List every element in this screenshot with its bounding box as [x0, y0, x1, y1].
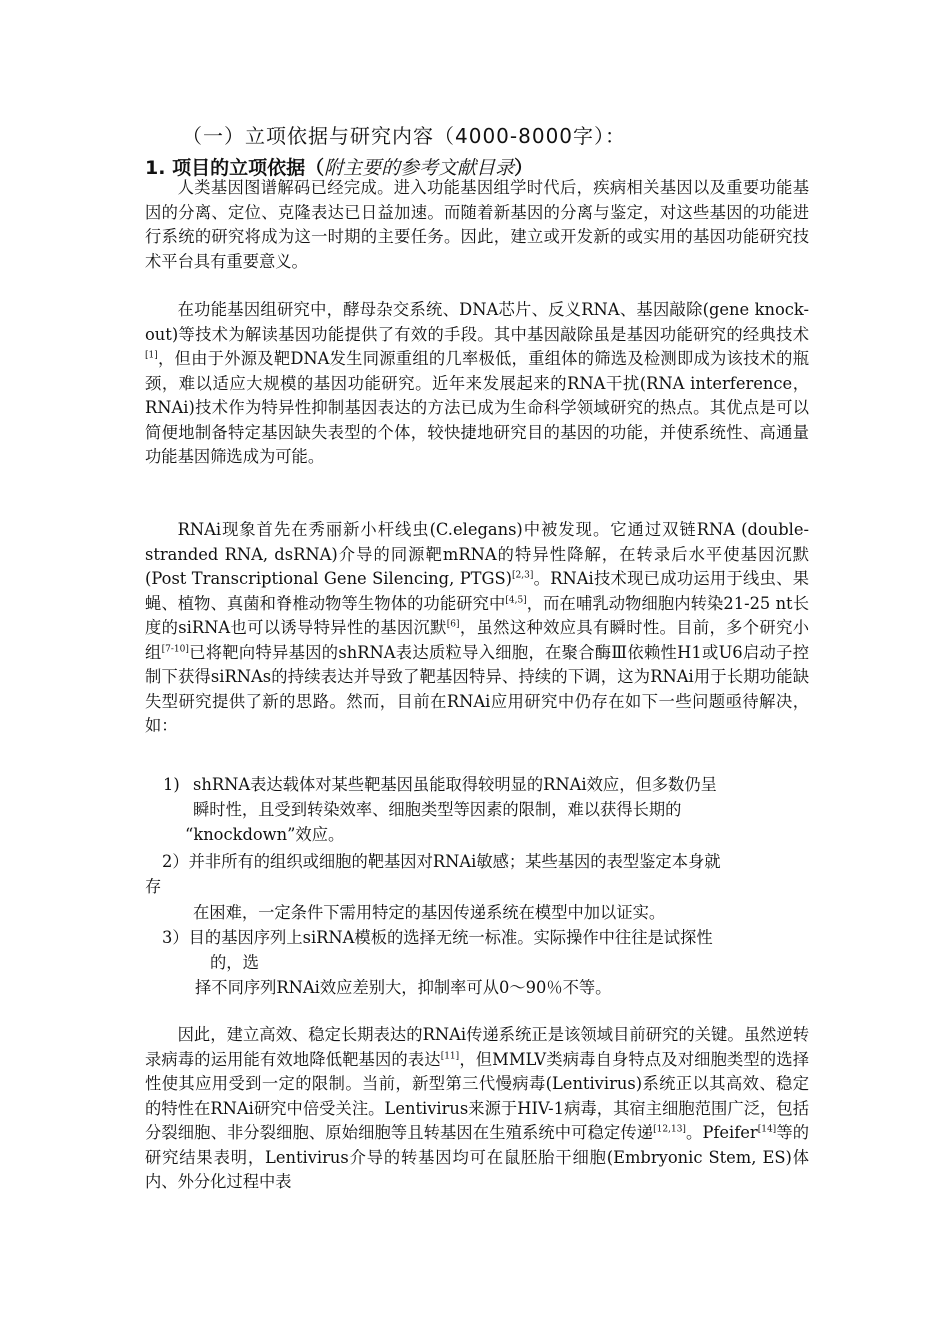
p2-text-b: ，但由于外源及靶DNA发生同源重组的几率极低，重组体的筛选及检测即成为该技术的瓶颈，难以适应大规模的基因功能研究。近年来发展起来的RNA干扰(RNA interference，RNAi)技术作为特异性抑制基因表达的方法已成为生命科学领域研究的热点。其优点是可以简便地制备特定基因缺失表型的个体，较快捷地研究目的基因的功能，并使系统性、高通量功能基因筛选成为可能。 [145, 349, 809, 466]
list-item-3-line-3: 择不同序列RNAi效应差别大，抑制率可从0～90％不等。 [195, 978, 612, 997]
list-item-1-line-2: 瞬时性，且受到转染效率、细胞类型等因素的限制，难以获得长期的 [193, 800, 682, 819]
p3-text-a: RNAi现象首先在秀丽新小杆线虫(C.elegans)中被发现。它通过双链RNA (double-stranded RNA, dsRNA)介导的同源靶mRNA的特异性降解，在转录后水平使基因沉默(Post Transcriptional Gene Silencing, PTGS) [145, 520, 809, 588]
subheading-number: 1. [145, 157, 173, 179]
list-item-1-line-1: shRNA表达载体对某些靶基因虽能取得较明显的RNAi效应，但多数仍呈 [193, 775, 717, 794]
list-item-1-line-3: “knockdown”效应。 [185, 825, 345, 844]
citation-12-13: [12,13] [653, 1124, 686, 1135]
p2-text-a: 在功能基因组研究中，酵母杂交系统、DNA芯片、反义RNA、基因敲除(gene knock-out)等技术为解读基因功能提供了有效的手段。其中基因敲除虽是基因功能研究的经典技术 [145, 300, 809, 344]
paragraph-1: 人类基因图谱解码已经完成。进入功能基因组学时代后，疾病相关基因以及重要功能基因的分离、定位、克隆表达已日益加速。而随着新基因的分离与鉴定，对这些基因的功能进行系统的研究将成为这一时期的主要任务。因此，建立或开发新的或实用的基因功能研究技术平台具有重要意义。 [145, 178, 809, 271]
citation-2-3: [2,3] [512, 570, 534, 581]
p4-text-b: ，但MMLV类病毒自身特点及对细胞类型的选择性使其应用受到一定的限制。当前，新型第三代慢病毒(Lentivirus)系统正以其高效、稳定的特性在RNAi研究中倍受关注。Lentivirus来源于HIV-1病毒，其宿主细胞范围广泛，包括分裂细胞、非分裂细胞、原始细胞等且转基因在生殖系统中可稳定传递 [145, 1049, 809, 1142]
citation-7-10: [7-10] [161, 644, 189, 655]
list-item-3-line-2: 的，选 [210, 953, 259, 972]
citation-1: [1] [145, 350, 158, 361]
citation-6: [6] [446, 619, 460, 630]
section-heading: （一）立项依据与研究内容（4000-8000字）： [182, 124, 627, 148]
paragraph-4 [145, 1023, 809, 1195]
subheading-italic: 附主要的参考文献目录 [324, 157, 515, 179]
p3-text-d: ，虽然这种效应具有瞬时性。目前，多个研究小组 [145, 618, 809, 662]
citation-11: [11] [440, 1051, 460, 1062]
paragraph-2 [145, 298, 809, 470]
list-item-2-line-3: 在困难，一定条件下需用特定的基因传递系统在模型中加以证实。 [193, 903, 666, 922]
list-item-2-line-2: 存 [145, 877, 162, 896]
p4-text-c: 。Pfeifer [685, 1123, 758, 1142]
list-item-1-number: 1) [163, 775, 180, 794]
list-item-3-line-1: 3）目的基因序列上siRNA模板的选择无统一标准。实际操作中往往是试探性 [162, 928, 713, 947]
p3-text-b: 。RNAi技术现已成功运用于线虫、果蝇、植物、真菌和脊椎动物等生物体的功能研究中 [145, 569, 809, 613]
subheading-close: ） [514, 157, 534, 179]
p3-text-c: ，而在哺乳动物细胞内转染21-25 nt长度的siRNA也可以诱导特异性的基因沉默 [145, 593, 809, 637]
citation-14: [14] [757, 1124, 777, 1135]
subheading-main: 项目的立项依据（ [172, 157, 325, 179]
paragraph-3 [145, 518, 809, 739]
p4-text-a: 因此，建立高效、稳定长期表达的RNAi传递系统正是该领域目前研究的关键。虽然逆转录病毒的运用能有效地降低靶基因的表达 [145, 1025, 809, 1069]
p3-text-e: 已将靶向特异基因的shRNA表达质粒导入细胞，在聚合酶Ⅲ依赖性H1或U6启动子控制下获得siRNAs的持续表达并导致了靶基因特异、持续的下调，这为RNAi用于长期功能缺失型研究提供了新的思路。然而，目前在RNAi应用研究中仍存在如下一些问题亟待解决，如： [145, 642, 809, 735]
p4-text-d: 等的研究结果表明，Lentivirus介导的转基因均可在鼠胚胎干细胞(Embryonic Stem, ES)体内、外分化过程中表 [145, 1123, 809, 1191]
citation-4-5: [4,5] [505, 595, 527, 606]
list-item-2-line-1: 2）并非所有的组织或细胞的靶基因对RNAi敏感；某些基因的表型鉴定本身就 [162, 852, 721, 871]
